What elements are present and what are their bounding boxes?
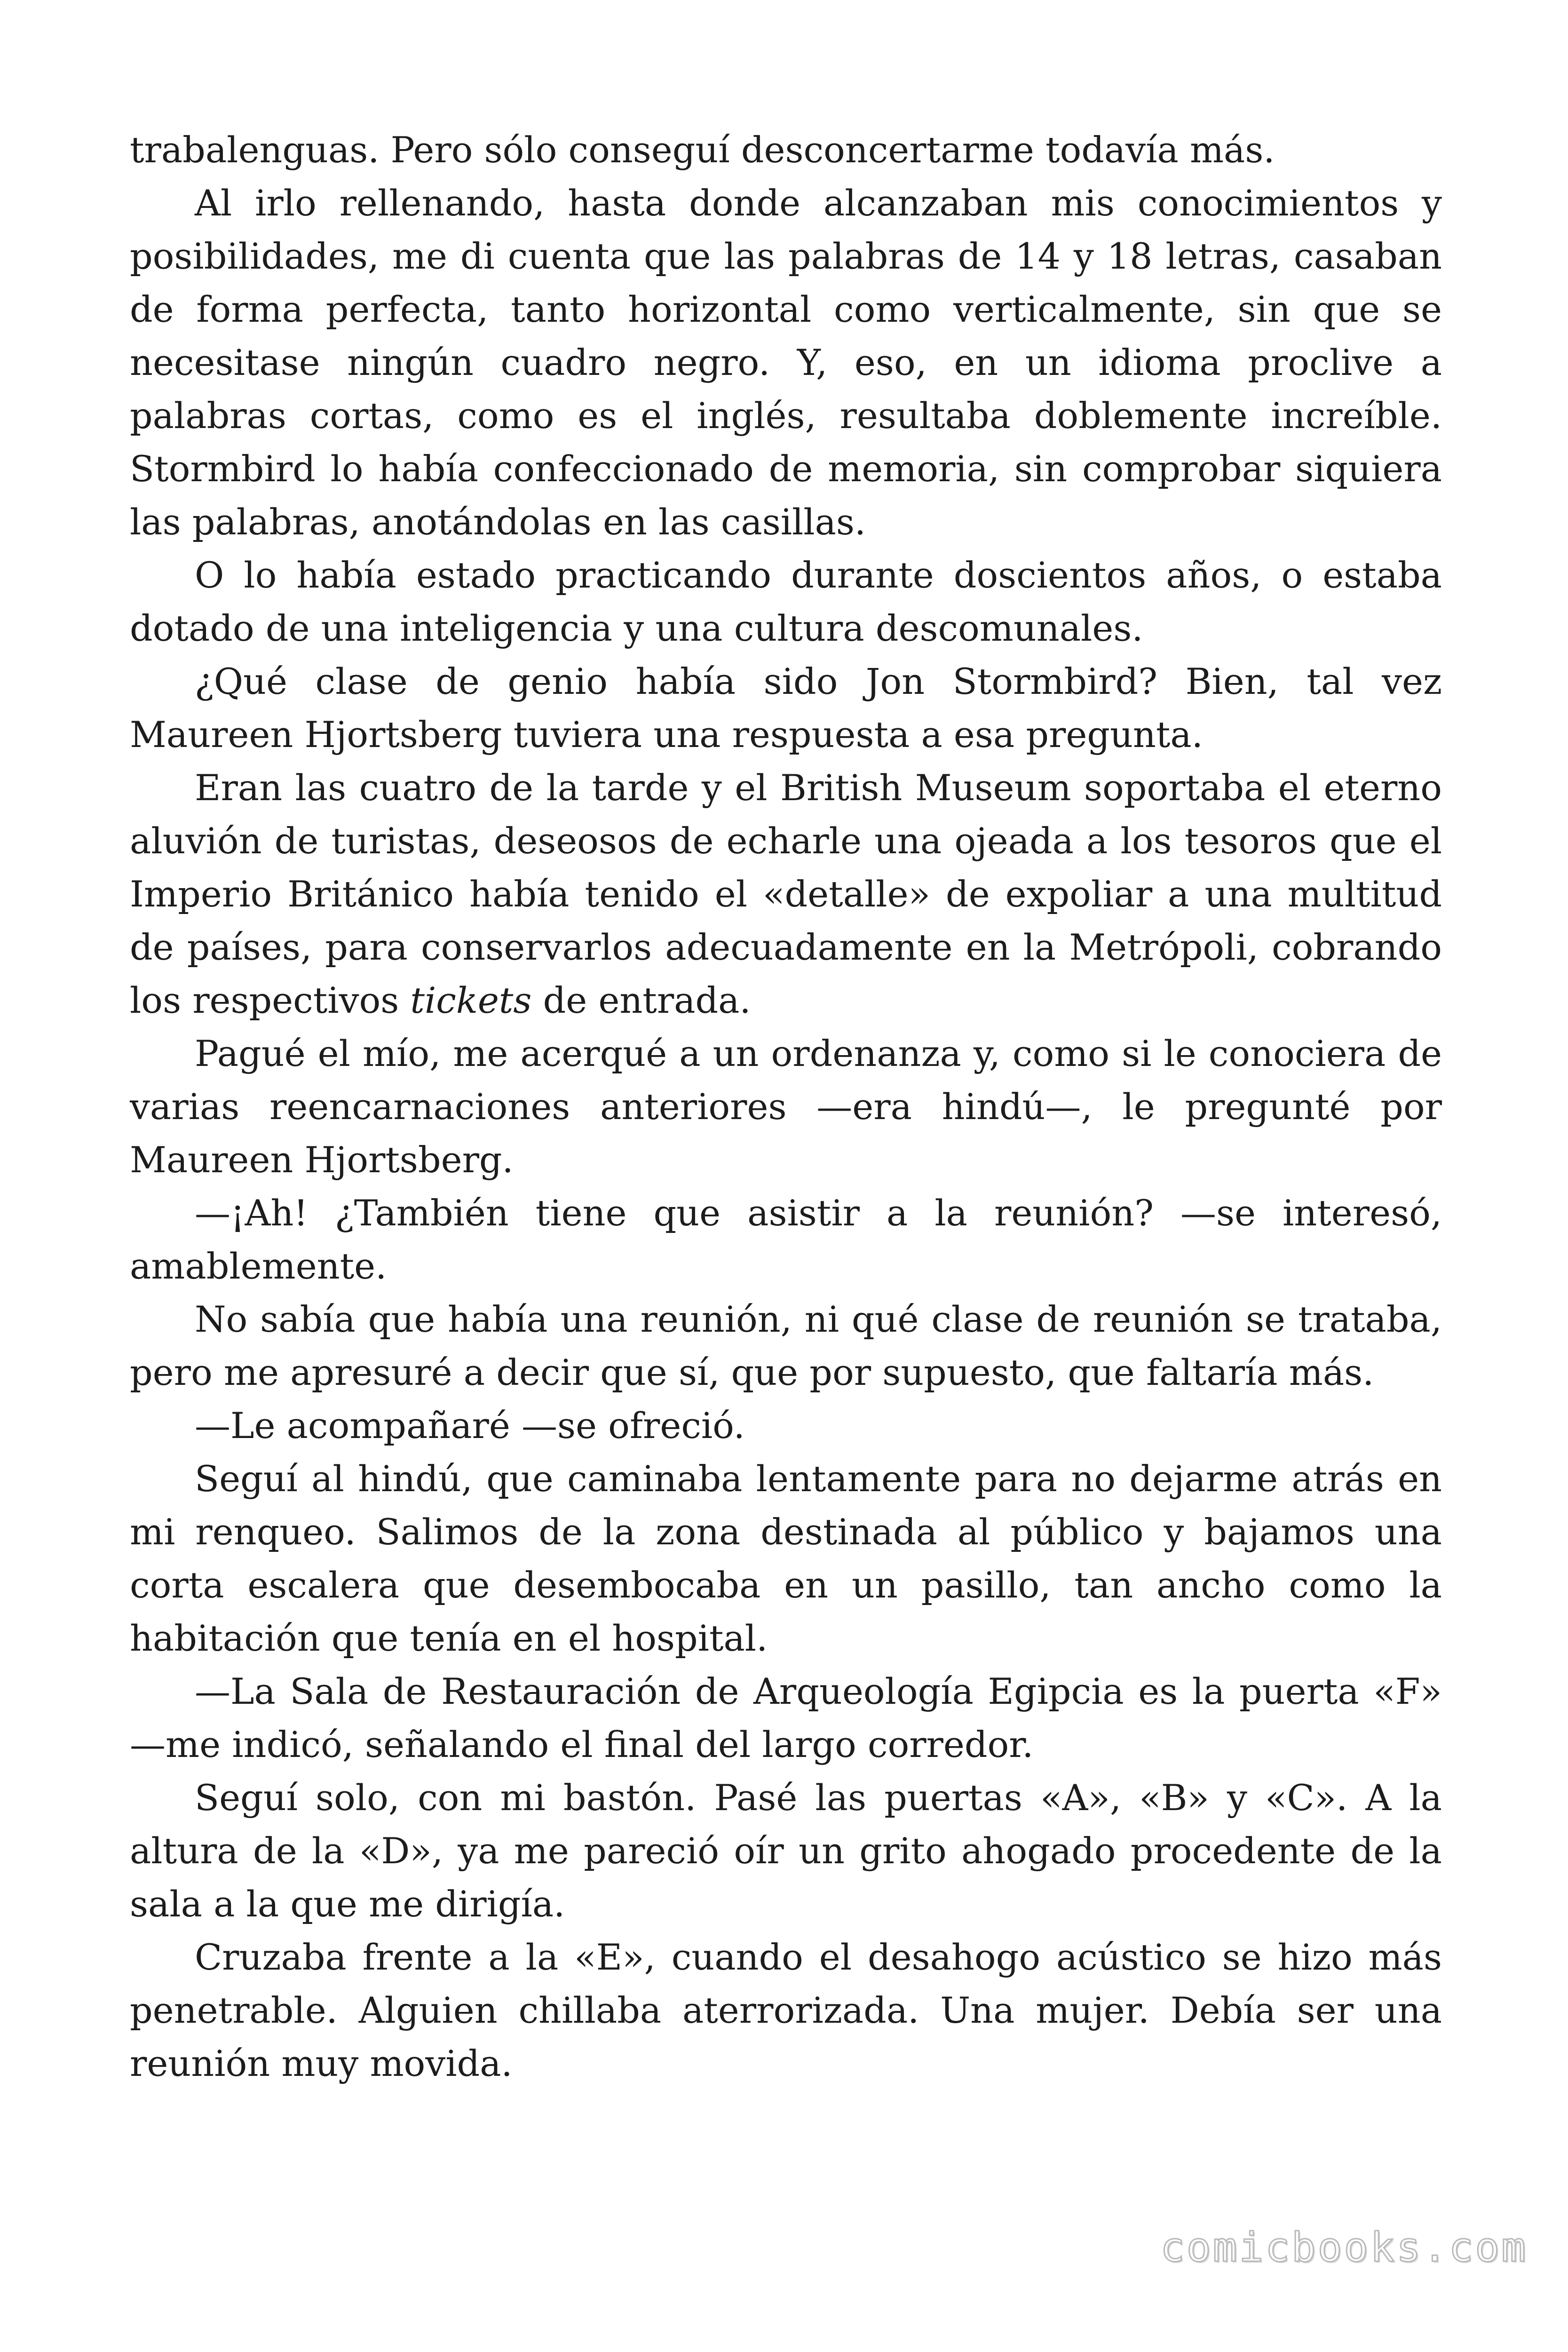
paragraph-5-text-before: Eran las cuatro de la tarde y el British Museum soportaba el eterno aluvión de turistas, deseosos de echarle una ojeada a los tesoros que el Imperio Británico había tenido el «detalle» de expoliar a una multitud de países, para conservarlos adecuadamente en la Metrópoli, cobrando los respectivos (130, 767, 1442, 1021)
paragraph-7: —¡Ah! ¿También tiene que asistir a la reunión? —se interesó, amablemente. (130, 1192, 1442, 1287)
paragraph-5-text-after: de entrada. (531, 979, 751, 1021)
paragraph-4: ¿Qué clase de genio había sido Jon Stormbird? Bien, tal vez Maureen Hjortsberg tuviera una respuesta a esa pregunta. (130, 660, 1442, 755)
paragraph-9: —Le acompañaré —se ofreció. (195, 1405, 745, 1446)
paragraph-2: Al irlo rellenando, hasta donde alcanzaban mis conocimientos y posibilidades, me di cuenta que las palabras de 14 y 18 letras, casaban de forma perfecta, tanto horizontal como verticalmente, sin que se necesitase ningún cuadro negro. Y, eso, en un idioma proclive a palabras cortas, como es el inglés, resultaba doblemente increíble. Stormbird lo había confeccionado de memoria, sin comprobar siquiera las palabras, anotándolas en las casillas. (130, 182, 1442, 543)
paragraph-5 (130, 761, 1442, 1027)
paragraph-12: Seguí solo, con mi bastón. Pasé las puertas «A», «B» y «C». A la altura de la «D», ya me pareció oír un grito ahogado procedente de la sala a la que me dirigía. (130, 1777, 1442, 1925)
paragraph-5-italic-word: tickets (410, 979, 532, 1021)
paragraph-11: —La Sala de Restauración de Arqueología Egipcia es la puerta «F» —me indicó, señalando el final del largo corredor. (130, 1670, 1442, 1765)
paragraph-10: Seguí al hindú, que caminaba lentamente para no dejarme atrás en mi renqueo. Salimos de la zona destinada al público y bajamos una corta escalera que desembocaba en un pasillo, tan ancho como la habitación que tenía en el hospital. (130, 1458, 1442, 1659)
paragraph-3: O lo había estado practicando durante doscientos años, o estaba dotado de una inteligencia y una cultura descomunales. (130, 554, 1442, 649)
paragraph-6: Pagué el mío, me acerqué a un ordenanza y, como si le conociera de varias reencarnaciones anteriores —era hindú—, le pregunté por Maureen Hjortsberg. (130, 1033, 1442, 1181)
paragraph-13: Cruzaba frente a la «E», cuando el desahogo acústico se hizo más penetrable. Alguien chillaba aterrorizada. Una mujer. Debía ser una reunión muy movida. (130, 1936, 1442, 2084)
paragraph-1: trabalenguas. Pero sólo conseguí desconcertarme todavía más. (130, 129, 1275, 171)
watermark: comicbooks.com (1160, 2224, 1528, 2271)
paragraph-8: No sabía que había una reunión, ni qué clase de reunión se trataba, pero me apresuré a decir que sí, que por supuesto, que faltaría más. (130, 1298, 1442, 1393)
page-body (130, 123, 1442, 2090)
